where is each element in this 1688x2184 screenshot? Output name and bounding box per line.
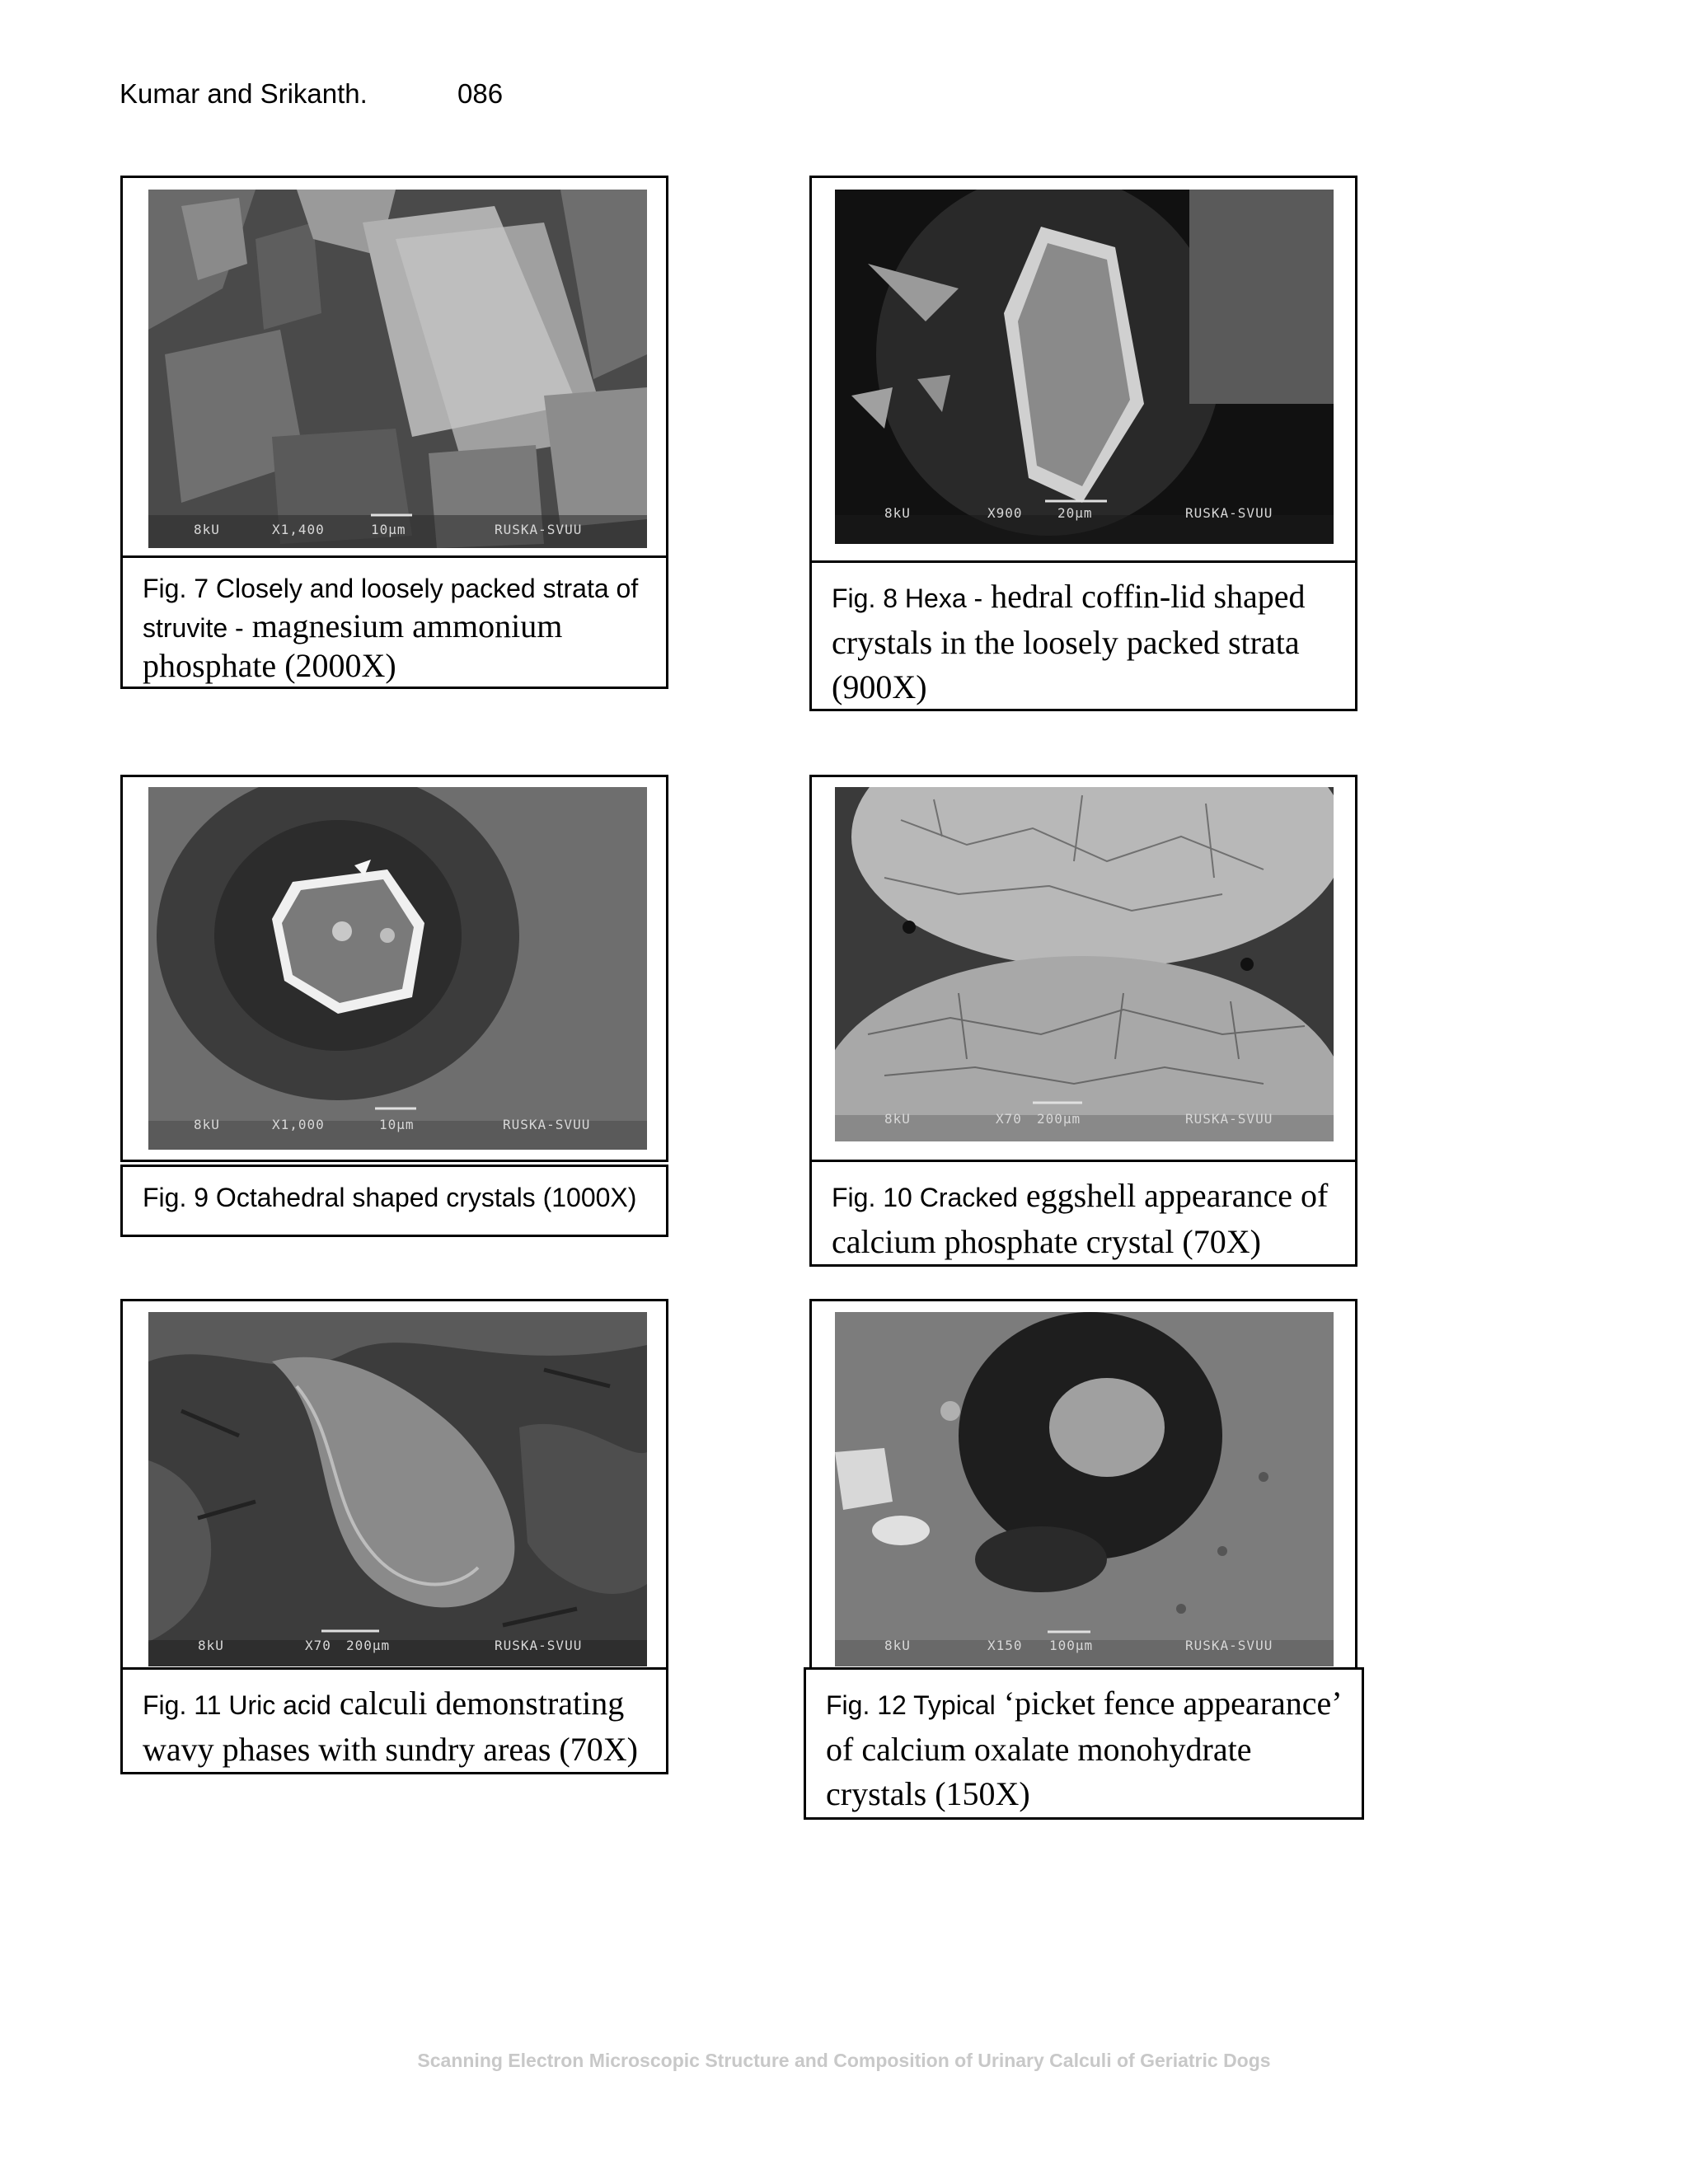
- figure-12-caption: [804, 1667, 1364, 1820]
- fig11-hud-magnification: X70: [305, 1638, 331, 1653]
- fig8-hud-magnification: X900: [987, 505, 1023, 521]
- figure-9-caption: [120, 1165, 668, 1237]
- figure-10-caption: [809, 1160, 1357, 1267]
- fig10-hud-magnification: X70: [996, 1111, 1022, 1127]
- fig11-hud-voltage: 8kU: [198, 1638, 224, 1653]
- fig10-hud-voltage: 8kU: [884, 1111, 911, 1127]
- figure-7-sem-image: [148, 190, 647, 548]
- fig12-hud-voltage: 8kU: [884, 1638, 911, 1653]
- figure-11-caption-lead: Fig. 11 Uric acid: [143, 1690, 331, 1720]
- figure-8-caption-lead: Fig. 8 Hexa -: [832, 583, 983, 613]
- figure-8-sem-image: [835, 190, 1334, 544]
- fig12-hud-lab: RUSKA-SVUU: [1185, 1638, 1273, 1653]
- figure-7-caption-lead: Fig. 7 Closely and loosely packed strata of struvite -: [143, 574, 639, 643]
- figure-11-caption: [120, 1667, 668, 1774]
- figure-9-caption-lead: Fig. 9 Octahedral shaped crystals (1000X): [143, 1183, 637, 1212]
- fig11-hud-scale: 200µm: [346, 1638, 391, 1653]
- fig12-hud-scale: 100µm: [1049, 1638, 1094, 1653]
- fig10-hud-scale: 200µm: [1037, 1111, 1081, 1127]
- fig8-hud-lab: RUSKA-SVUU: [1185, 505, 1273, 521]
- figure-10-caption-lead: Fig. 10 Cracked: [832, 1183, 1018, 1212]
- fig9-hud-lab: RUSKA-SVUU: [503, 1117, 591, 1132]
- figure-7-caption-rest: magnesium ammonium phosphate (2000X): [143, 607, 563, 684]
- fig11-hud-lab: RUSKA-SVUU: [495, 1638, 583, 1653]
- fig9-hud-scale: 10µm: [379, 1117, 415, 1132]
- fig10-hud-lab: RUSKA-SVUU: [1185, 1111, 1273, 1127]
- figure-8-caption: [809, 560, 1357, 711]
- running-header-authors: Kumar and Srikanth.: [120, 78, 368, 109]
- fig12-hud-magnification: X150: [987, 1638, 1023, 1653]
- figure-12-caption-lead: Fig. 12 Typical: [826, 1690, 996, 1720]
- figure-10-caption-rest: eggshell appearance of calcium phosphate crystal (70X): [832, 1177, 1329, 1260]
- fig7-hud-magnification: X1,400: [272, 522, 325, 537]
- page-number: 086: [457, 78, 504, 109]
- figure-12-caption-rest: ‘picket fence appearance’ of calcium oxalate monohydrate crystals (150X): [826, 1685, 1340, 1812]
- fig7-hud-scale: 10µm: [371, 522, 406, 537]
- figure-10-sem-image: [835, 787, 1334, 1141]
- running-footer-title: Scanning Electron Microscopic Structure and Composition of Urinary Calculi of Geriatric Dogs: [417, 2050, 1271, 2071]
- figure-8-caption-rest: hedral coffin-lid shaped crystals in the loosely packed strata (900X): [832, 578, 1306, 705]
- figure-9-sem-image: [148, 787, 647, 1150]
- fig7-hud-lab: RUSKA-SVUU: [495, 522, 583, 537]
- figure-11-sem-image: [148, 1312, 647, 1666]
- fig9-hud-magnification: X1,000: [272, 1117, 325, 1132]
- figure-11-caption-rest: calculi demonstrating wavy phases with sundry areas (70X): [143, 1685, 638, 1768]
- fig9-hud-voltage: 8kU: [194, 1117, 220, 1132]
- figure-12-sem-image: [835, 1312, 1334, 1666]
- fig8-hud-voltage: 8kU: [884, 505, 911, 521]
- fig8-hud-scale: 20µm: [1057, 505, 1093, 521]
- figure-7-caption: [120, 555, 668, 689]
- fig7-hud-voltage: 8kU: [194, 522, 220, 537]
